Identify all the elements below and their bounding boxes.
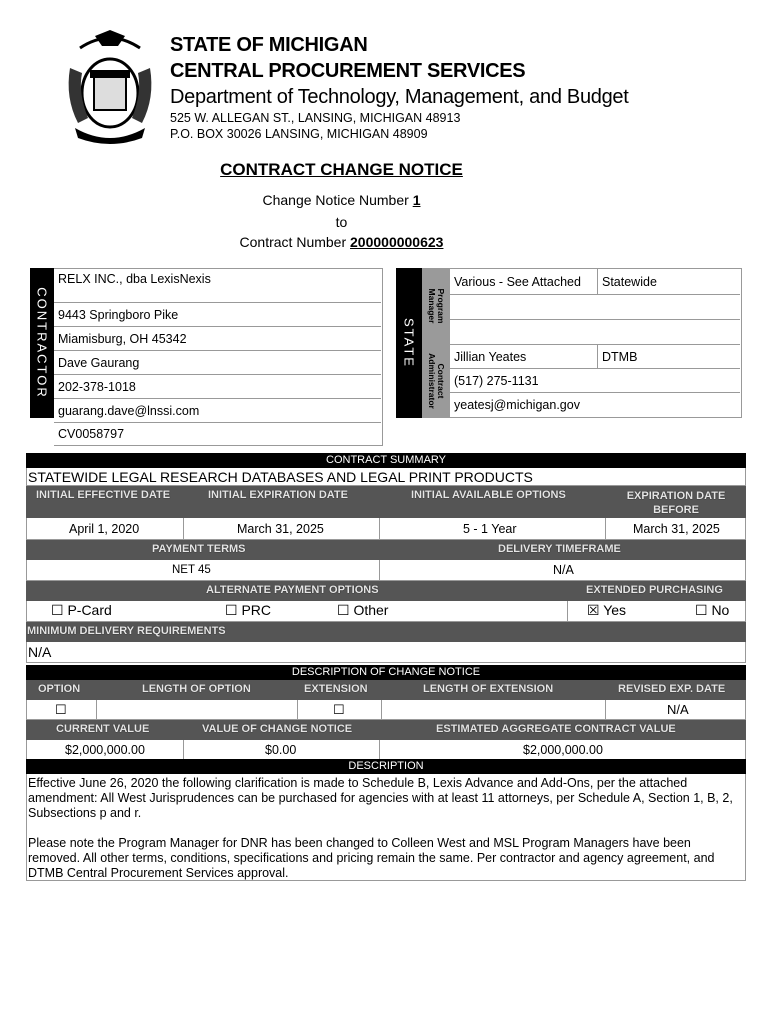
- delivery-timeframe: N/A: [553, 563, 574, 577]
- contract-administrator-agency: DTMB: [598, 345, 740, 369]
- change-bar: DESCRIPTION OF CHANGE NOTICE: [26, 665, 746, 680]
- header-minimum-delivery: MINIMUM DELIVERY REQUIREMENTS: [27, 625, 226, 637]
- header-extended-purchasing: EXTENDED PURCHASING: [586, 584, 723, 596]
- header-expiration-date-before: EXPIRATION DATE BEFORE: [626, 490, 726, 516]
- change-section: [26, 665, 746, 760]
- other-checkbox[interactable]: ☐ Other: [337, 602, 389, 618]
- header-length-of-option: LENGTH OF OPTION: [142, 683, 251, 695]
- contractor-city: Miamisburg, OH 45342: [54, 327, 381, 351]
- program-manager-agency: Statewide: [598, 269, 740, 295]
- to-line: to: [335, 214, 348, 230]
- payment-values-row: [26, 560, 746, 581]
- header-revised-exp-date: REVISED EXP. DATE: [618, 683, 726, 695]
- value-of-change: $0.00: [265, 743, 297, 757]
- state-label-bar: [396, 268, 422, 418]
- value-values-row: [26, 740, 746, 760]
- initial-effective-date: April 1, 2020: [69, 522, 140, 536]
- summary-values-row: [26, 518, 746, 540]
- header-option: OPTION: [38, 683, 81, 695]
- description-body: [26, 774, 746, 881]
- contract-administrator-email: yeatesj@michigan.gov: [454, 398, 580, 412]
- description-paragraph-2: Please note the Program Manager for DNR has been changed to Colleen West and MSL Program Managers have been removed. All other terms, conditions, specifications and pricing remain the same. Per contractor and agency agreement, and DTMB Central Procurement Services approval.: [28, 836, 715, 880]
- change-notice-line: Change Notice Number 1: [262, 192, 421, 208]
- header-initial-expiration-date: INITIAL EXPIRATION DATE: [208, 489, 348, 501]
- state-box: [450, 268, 742, 418]
- contract-number: 200000000623: [350, 234, 444, 250]
- contract-administrator-name: Jillian Yeates: [450, 345, 598, 369]
- michigan-seal-icon: [60, 28, 160, 148]
- contractor-label-bar: [30, 268, 54, 418]
- notice-title: CONTRACT CHANGE NOTICE: [220, 160, 463, 179]
- contract-number-line: Contract Number 200000000623: [239, 234, 444, 250]
- aggregate-value: $2,000,000.00: [523, 743, 603, 757]
- program-manager-label-bar: [422, 268, 450, 344]
- prc-checkbox[interactable]: ☐ PRC: [225, 602, 271, 618]
- extended-no-checkbox[interactable]: ☐ No: [695, 602, 730, 618]
- pcard-checkbox[interactable]: ☐ P-Card: [51, 602, 112, 618]
- header-extension: EXTENSION: [304, 683, 368, 695]
- contractor-box: [54, 268, 383, 446]
- value-header-row: [26, 720, 746, 740]
- contractor-street: 9443 Springboro Pike: [54, 303, 381, 327]
- contract-administrator-label-bar: [422, 344, 450, 418]
- description-paragraph-1: Effective June 26, 2020 the following clarification is made to Schedule B, Lexis Advance and Add-Ons, per the attached amendment: All West Jurisprudences can be purchased for agencies with at least 11 attorneys, per Schedule A, Section 1, B, 2, Subsections p and r.: [28, 776, 733, 820]
- header-payment-terms: PAYMENT TERMS: [152, 543, 246, 555]
- agency-name: CENTRAL PROCUREMENT SERVICES: [170, 60, 526, 82]
- program-manager-blank-1: [450, 295, 740, 320]
- letterhead: [170, 32, 629, 142]
- department-name: Department of Technology, Management, and Budget: [170, 86, 629, 108]
- header-delivery-timeframe: DELIVERY TIMEFRAME: [498, 543, 621, 555]
- program-manager-blank-2: [450, 320, 740, 345]
- payment-header-row: [26, 540, 746, 560]
- address-line-1: 525 W. ALLEGAN ST., LANSING, MICHIGAN 48913: [170, 111, 461, 125]
- option-checkbox[interactable]: ☐: [55, 702, 67, 717]
- contractor-email: guarang.dave@lnssi.com: [54, 399, 381, 423]
- revised-exp-date: N/A: [667, 702, 689, 717]
- alt-payment-header-row: [26, 581, 746, 601]
- summary-header-row: [26, 486, 746, 518]
- state-name: STATE OF MICHIGAN: [170, 34, 368, 56]
- change-header-row: [26, 680, 746, 700]
- contract-title: STATEWIDE LEGAL RESEARCH DATABASES AND LEGAL PRINT PRODUCTS: [28, 469, 533, 485]
- min-delivery-values-row: [26, 642, 746, 663]
- contract-title-row: [26, 468, 746, 486]
- expiration-date-before: March 31, 2025: [633, 522, 720, 536]
- description-section: [26, 759, 746, 881]
- header-initial-effective-date: INITIAL EFFECTIVE DATE: [36, 489, 171, 501]
- program-manager-name: Various - See Attached: [450, 269, 598, 295]
- description-bar: DESCRIPTION: [26, 759, 746, 774]
- alt-payment-values-row: [26, 601, 746, 622]
- contractor-name: RELX INC., dba LexisNexis: [54, 269, 381, 303]
- extension-checkbox[interactable]: ☐: [333, 702, 345, 717]
- extended-yes-checkbox[interactable]: ☒ Yes: [587, 602, 627, 618]
- header-length-of-extension: LENGTH OF EXTENSION: [423, 683, 554, 695]
- contractor-vendor-id: CV0058797: [58, 427, 125, 441]
- header-value-of-change: VALUE OF CHANGE NOTICE: [202, 723, 353, 735]
- contract-summary-section: [26, 453, 746, 663]
- header-current-value: CURRENT VALUE: [56, 723, 150, 735]
- program-manager-label: Program Manager: [427, 288, 446, 324]
- contract-administrator-phone: (517) 275-1131: [450, 369, 740, 393]
- contract-summary-bar: CONTRACT SUMMARY: [26, 453, 746, 468]
- state-label: STATE: [401, 318, 417, 368]
- header-alternate-payment-options: ALTERNATE PAYMENT OPTIONS: [206, 584, 379, 596]
- contract-administrator-label: Contract Administrator: [427, 353, 446, 409]
- change-notice-number: 1: [412, 192, 421, 208]
- current-value: $2,000,000.00: [65, 743, 145, 757]
- change-values-row: [26, 700, 746, 720]
- header-aggregate-value: ESTIMATED AGGREGATE CONTRACT VALUE: [436, 723, 676, 735]
- address-line-2: P.O. BOX 30026 LANSING, MICHIGAN 48909: [170, 127, 428, 141]
- contractor-label: CONTRACTOR: [34, 287, 50, 399]
- min-delivery-header-row: [26, 622, 746, 642]
- initial-expiration-date: March 31, 2025: [237, 522, 324, 536]
- minimum-delivery: N/A: [28, 644, 52, 660]
- contractor-contact: Dave Gaurang: [54, 351, 381, 375]
- contractor-phone: 202-378-1018: [54, 375, 381, 399]
- initial-available-options: 5 - 1 Year: [463, 522, 517, 536]
- header-initial-available-options: INITIAL AVAILABLE OPTIONS: [411, 489, 566, 501]
- payment-terms: NET 45: [172, 564, 211, 576]
